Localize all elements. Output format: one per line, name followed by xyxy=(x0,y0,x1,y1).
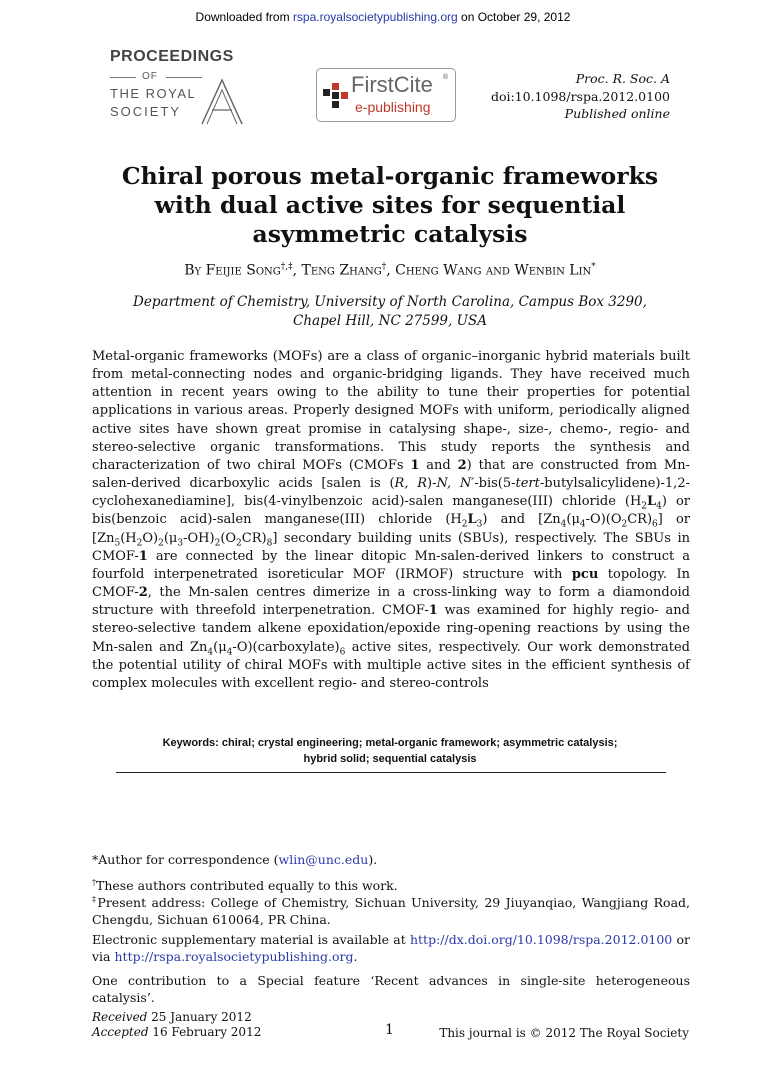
received-accepted-dates: Received 25 January 2012 Accepted 16 February 2012 xyxy=(92,1010,262,1039)
supplementary-doi-link[interactable]: http://dx.doi.org/10.1098/rspa.2012.0100 xyxy=(409,932,673,947)
proceedings-royal-society-logo xyxy=(110,48,250,128)
keywords-line-2: hybrid solid; sequential catalysis xyxy=(303,753,477,765)
logo-line-society: SOCIETY xyxy=(110,104,182,119)
download-suffix: on October 29, 2012 xyxy=(457,10,571,24)
firstcite-subtitle: e-publishing xyxy=(355,99,431,115)
author-wang-lin: , Cheng Wang and Wenbin Lin xyxy=(386,262,592,279)
publication-status: Published online xyxy=(564,106,670,121)
download-source-link[interactable]: rspa.royalsocietypublishing.org xyxy=(292,10,458,24)
affiliation xyxy=(90,293,690,331)
footnote-special-feature: One contribution to a Special feature ‘Recent advances in single-site heterogeneous catalysis’. xyxy=(92,973,690,1005)
author-by: By xyxy=(184,262,206,279)
logo-rule-right xyxy=(166,77,202,78)
author-zhang-marks: † xyxy=(381,262,387,272)
affiliation-line-2: Chapel Hill, NC 27599, USA xyxy=(293,313,487,329)
logo-line-of: OF xyxy=(142,71,158,82)
page-number: 1 xyxy=(385,1022,394,1038)
copyright-notice: This journal is © 2012 The Royal Society xyxy=(439,1026,689,1040)
author-lin-marks: * xyxy=(591,262,596,272)
footnote-correspondence: *Author for correspondence (wlin@unc.edu). xyxy=(92,852,378,867)
download-prefix: Downloaded from xyxy=(195,10,293,24)
keywords xyxy=(120,735,660,767)
download-notice xyxy=(0,10,766,24)
firstcite-logo xyxy=(316,68,456,122)
footnote-present-address: ‡Present address: College of Chemistry, Sichuan University, 29 Jiuyanqiao, Wangjiang Road, Chengdu, Sichuan 610064, PR China. xyxy=(92,895,690,928)
author-zhang: , Teng Zhang xyxy=(292,262,382,279)
correspondence-email-link[interactable]: wlin@unc.edu xyxy=(278,852,369,867)
logo-letter-a-icon xyxy=(198,78,246,126)
journal-doi: doi:10.1098/rspa.2012.0100 xyxy=(490,88,670,104)
firstcite-name: FirstCite xyxy=(351,72,433,97)
article-title: Chiral porous metal-organic frameworks with dual active sites for sequential asymmetric catalysis xyxy=(121,162,659,248)
affiliation-line-1: Department of Chemistry, University of North Carolina, Campus Box 3290, xyxy=(133,294,647,310)
logo-line-proceedings: PROCEEDINGS xyxy=(110,48,234,65)
abstract: Metal-organic frameworks (MOFs) are a class of organic–inorganic hybrid materials built from metal-connecting nodes and organic-bridging ligands. They have received much attention in recent years owing to the ability to tune their properties for potential applications in various areas. Properly designed MOFs with uniform, periodically aligned active sites have shown great promise in catalysing shape-, size-, chemo-, regio- and stereo-selective organic transformations. This study reports the synthesis and characterization of two chiral MOFs (CMOFs 1 and 2) that are constructed from Mn-salen-derived dicarboxylic acids [salen is (R, R)-N, N′-bis(5-tert-butylsalicylidene)-1,2-cyclohexanediamine], bis(4-vinylbenzoic acid)-salen manganese(III) chloride $(H_2L_4)$ or bis(benzoic acid)-salen manganese(III) chloride $(H_2L_3)$ and $[Zn_4(\mu_4-O)(O_2CR)_6]$ or $[Zn_5(H_2O)_2(\mu_3-OH)_2(O_2CR)_8]$ secondary building units (SBUs), respectively. The SBUs in CMOF-1 are connected by the linear ditopic Mn-salen-derived linkers to construct a fourfold interpenetrated isoreticular MOF (IRMOF) structure with pcu topology. In CMOF-2, the Mn-salen centres dimerize in a cross-linking way to form a diamondoid structure with threefold interpenetration. CMOF-1 was examined for highly regio- and stereo-selective tandem alkene epoxidation/epoxide ring-opening reactions by using the Mn-salen and $Zn_4(\mu_4-O)(carboxylate)_6$ active sites, respectively. Our work demonstrated the potential utility of chiral MOFs with multiple active sites in the efficient synthesis of complex molecules with excellent regio- and stereo-controls xyxy=(92,349,691,691)
footnote-supplementary: Electronic supplementary material is available at http://dx.doi.org/10.1098/rspa.2012.0100 or via http://rspa.royalsocietypublishing.org. xyxy=(92,932,690,964)
author-song: Feijie Song xyxy=(205,262,281,279)
logo-rule-left xyxy=(110,77,136,78)
footnote-equal-contribution: †These authors contributed equally to this work. xyxy=(92,878,398,894)
author-song-marks: †,‡ xyxy=(280,262,293,272)
firstcite-registered-mark: ® xyxy=(442,73,449,81)
keywords-divider xyxy=(116,772,666,773)
firstcite-squares-icon xyxy=(323,83,349,109)
keywords-line-1: Keywords: chiral; crystal engineering; metal-organic framework; asymmetric catalysis; xyxy=(162,737,618,749)
logo-line-the-royal: THE ROYAL xyxy=(110,86,197,101)
journal-site-link[interactable]: http://rspa.royalsocietypublishing.org xyxy=(114,949,354,964)
journal-name: Proc. R. Soc. A xyxy=(575,71,670,86)
journal-citation-block xyxy=(491,70,670,123)
author-list xyxy=(90,262,690,279)
